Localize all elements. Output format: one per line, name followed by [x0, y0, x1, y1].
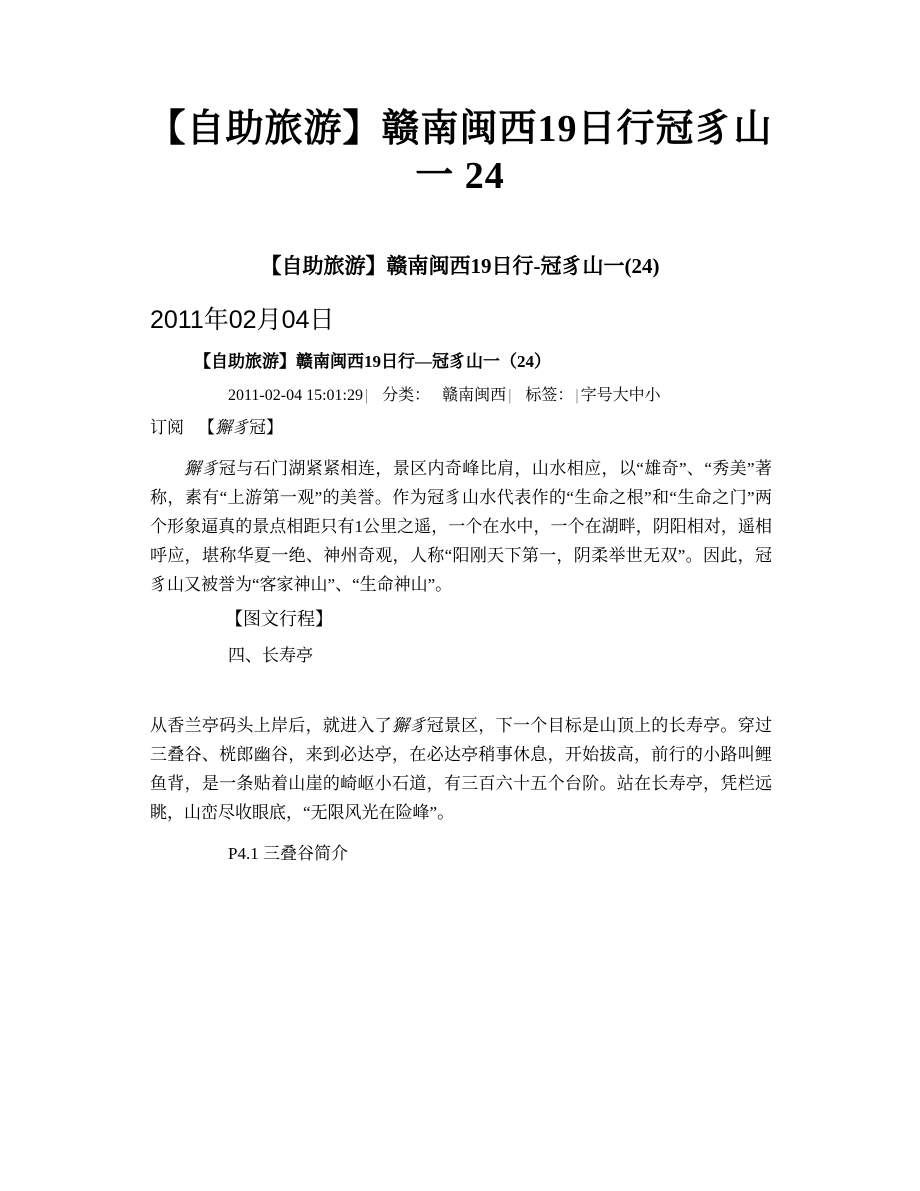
- meta-divider: |: [364, 387, 369, 404]
- topic-badge: [198, 418, 283, 437]
- intro-text: 冠与石门湖紧紧相连，景区内奇峰比肩，山水相应，以“雄奇”、“秀美”著称，素有“上游第一观”的美誉。作为冠豸山水代表作的“生命之根”和“生命之门”两个形象逼真的景点相距只有1公里之遥，一个在水中，一个在湖畔，阴阳相对，遥相呼应，堪称华夏一绝、神州奇观，人称“阳刚天下第一，阴柔举世无双”。因此，冠豸山又被誉为“客家神山”、“生命神山”。: [150, 459, 773, 594]
- body-text-part2: 冠景区，下一个目标是山顶上的长寿亭。穿过三叠谷、桄郎幽谷，来到必达亭，在必达亭稍事休息，开始拔高，前行的小路叫鲤鱼背，是一条贴着山崖的崎岖小石道，有三百六十五个台阶。站在长寿亭，凭栏远眺，山峦尽收眼底，“无限风光在险峰”。: [150, 716, 773, 822]
- topic-name-italic: 獬豸: [215, 418, 249, 437]
- post-subtitle: 【自助旅游】赣南闽西19日行-冠豸山一(24): [260, 254, 660, 278]
- stop-heading: 四、长寿亭: [228, 646, 313, 665]
- tags-label: 标签：: [525, 387, 574, 404]
- post-heading: 【自助旅游】赣南闽西19日行—冠豸山一（24）: [194, 352, 551, 371]
- post-timestamp: 2011-02-04 15:01:29: [228, 387, 363, 404]
- photo-caption: P4.1 三叠谷简介: [228, 844, 348, 863]
- topic-bracket-close: 冠】: [249, 418, 283, 437]
- category-label: 分类：: [382, 387, 431, 404]
- post-meta-row: [228, 384, 772, 408]
- body-text-italic: 獬豸: [392, 716, 427, 735]
- main-title-line-2: 一 24: [415, 155, 505, 197]
- itinerary-heading: 【图文行程】: [225, 609, 333, 629]
- publish-date: 2011年02月04日: [150, 306, 335, 334]
- subscribe-label: 订阅: [150, 418, 184, 437]
- fontsize-options: 大中小: [612, 387, 661, 404]
- subscribe-row: [150, 415, 772, 441]
- main-title: [0, 106, 920, 200]
- intro-paragraph: [150, 454, 772, 599]
- meta-divider: |: [508, 387, 512, 404]
- meta-divider: |: [575, 387, 579, 404]
- body-text-part1: 从香兰亭码头上岸后，就进入了: [150, 716, 392, 735]
- topic-bracket-open: 【: [198, 418, 215, 437]
- category-value: 赣南闽西: [442, 387, 507, 404]
- main-title-line-1: 【自助旅游】赣南闽西19日行冠豸山: [147, 108, 773, 150]
- body-paragraph: [150, 711, 772, 827]
- fontsize-label: 字号: [580, 387, 613, 404]
- document-body: [150, 350, 772, 867]
- intro-lead-italic: 獬豸: [184, 459, 219, 478]
